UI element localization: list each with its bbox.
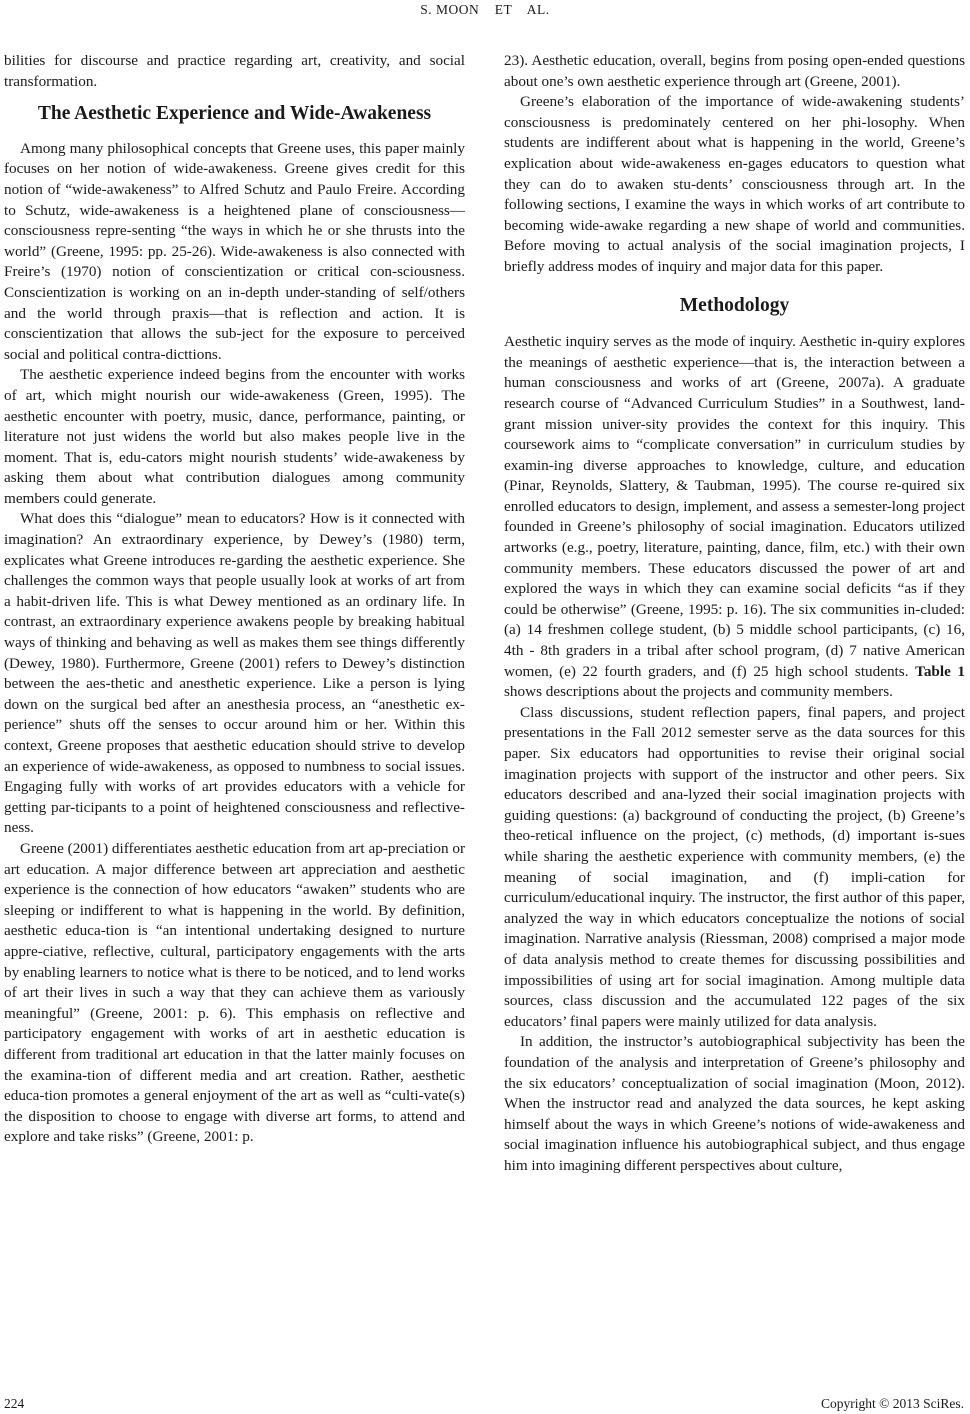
paragraph: bilities for discourse and practice regarding art, creativity, and social transformation. [4, 52, 465, 90]
paragraph: Greene’s elaboration of the importance of wide-awakening students’ consciousness is predominately centered on her phi-losophy. When students are indifferent about what is happening in the world, Greene’s explication about wide-awakeness en-gages educators to question what they can do to awaken stu-dents’ consciousness through art. In the following sections, I examine the ways in which works of art contribute to becoming wide-awake regarding a new shape of world and communities. Before moving to actual analysis of the social imagination projects, I briefly address modes of inquiry and major data for this paper. [504, 93, 965, 275]
paragraph-text: shows descriptions about the projects and community members. [504, 683, 893, 701]
paragraph: What does this “dialogue” mean to educators? How is it connected with imagination? An extraordinary experience, by Dewey’s (1980) term, explicates what Greene introduces re-garding the aesthetic experience. She challenges the common ways that people usually look at works of art from a habit-driven life. This is what Dewey mentioned as an ordinary life. In contrast, an extraordinary experience awakens people by breaking habitual ways of thinking and behaving as well as makes them see things differently (Dewey, 1980). Furthermore, Greene (2001) refers to Dewey’s distinction between the aes-thetic and anesthetic experience. Like a person is lying down on the surgical bed after an anesthesia process, an “anesthetic ex-perience” shuts off the senses to occur around him or her. Within this context, Greene proposes that aesthetic education should strive to develop an experience of wide-awakeness, as opposed to numbness to social issues. Engaging fully with works of art provides educators with a vehicle for getting par-ticipants to a point of heightened consciousness and reflective-ness. [4, 510, 465, 837]
paragraph: 23). Aesthetic education, overall, begins from posing open-ended questions about one’s own aesthetic experience through art (Greene, 2001). [504, 52, 965, 90]
paragraph: In addition, the instructor’s autobiographical subjectivity has been the foundation of the analysis and interpretation of Greene’s philosophy and the six educators’ conceptualization of social imagination (Moon, 2012). When the instructor read and analyzed the data sources, he kept asking himself about the ways in which Greene’s notions of wide-awakeness and social imagination influence his autobiographical subject, and thus engage him into imagining different perspectives about culture, [504, 1033, 965, 1174]
section-heading: Methodology [679, 294, 790, 316]
paragraph: The aesthetic experience indeed begins from the encounter with works of art, which might nourish our wide-awakeness (Green, 1995). The aesthetic encounter with poetry, music, dance, performance, painting, or literature not just widens the world but also makes people live in the moment. That is, edu-cators might nourish students’ wide-awakeness by asking them about what contribution dialogues among community members could generate. [4, 366, 465, 507]
paragraph-text: Aesthetic inquiry serves as the mode of inquiry. Aesthetic in-quiry explores the meanings of aesthetic experience—that is, the interaction between a human consciousness and works of art (Greene, 2007a). A graduate research course of “Advanced Curriculum Studies” in a Southwest, land-grant mission univer-sity provides the context for this inquiry. This coursework aims to “complicate conversation” in curriculum studies by examin-ing diverse approaches to knowledge, culture, and education (Pinar, Reynolds, Slattery, & Taubman, 1995). The course re-quired six enrolled educators to design, implement, and assess a semester-long project founded in Greene’s philosophy of social imagination. Educators utilized artworks (e.g., poetry, literature, painting, dance, film, etc.) with their own community members. These educators discussed the power of art and explored the ways in which they can examine social deficits “as if they could be otherwise” (Greene, 1995: p. 16). The six communities in-cluded: (a) 14 freshmen college student, (b) 5 middle school participants, (c) 16, 4th - 8th graders in a tribal after school program, (d) 7 native American women, (e) 22 fourth graders, and (f) 25 high school students. [504, 333, 965, 680]
copyright-notice: Copyright © 2013 SciRes. [820, 1396, 964, 1411]
paragraph: Greene (2001) differentiates aesthetic education from art ap-preciation or art education. A major difference between art appreciation and aesthetic experience is the connection of how educators “awaken” students who are sleeping or indifferent to what is happening in the world. By definition, aesthetic educa-tion is “an intentional undertaking designed to nurture appre-ciative, reflective, cultural, participatory engagements with the arts by enabling learners to notice what is there to be noticed, and to lend works of art their lives in such a way that they can achieve them as variously meaningful” (Greene, 2001: p. 6). This emphasis on reflective and participatory engagement with works of art in aesthetic education is different from traditional art education in that the latter mainly focuses on the examina-tion of different media and art creation. Rather, aesthetic educa-tion promotes a general enjoyment of the art as well as “culti-vate(s) the disposition to choose to engage with diverse art forms, to attend and explore and take risks” (Greene, 2001: p. [4, 839, 466, 1146]
paragraph: Among many philosophical concepts that Greene uses, this paper mainly focuses on her notion of wide-awakeness. Greene gives credit for this notion of “wide-awakeness” to Alfred Schutz and Paulo Freire. According to Schutz, wide-awakeness is a heightened plane of consciousness—consciousness repre-senting “the ways in which he or she thrusts into the world” (Greene, 1995: pp. 25-26). Wide-awakeness is also connected with Freire’s (1970) notion of conscientization or critical con-sciousness. Conscientization is working on an in-depth under-standing of self/others and the world through praxis—that is reflection and action. It is conscientization that allows the sub-ject for the exposure to perceived social and political contra-dicttions. [4, 139, 465, 363]
table-reference[interactable]: Table 1 [915, 662, 966, 680]
page-number: 224 [4, 1396, 25, 1411]
left-column [4, 51, 465, 1148]
paragraph [504, 332, 965, 703]
running-head: S. MOON ET AL. [420, 2, 550, 17]
section-heading: The Aesthetic Experience and Wide-Awakeness [37, 103, 432, 125]
paragraph: Class discussions, student reflection papers, final papers, and project presentations in the Fall 2012 semester serve as the data sources for this paper. Six educators had opportunities to revise their original social imagination projects with support of the instructor and other peers. Six educators described and ana-lyzed their social imagination projects with guiding questions: (a) background of conducting the project, (b) Greene’s theo-retical influence on the project, (c) methods, (d) important is-sues while sharing the aesthetic experience with community members, (e) the meaning of social imagination, and (f) impli-cation for curriculum/educational inquiry. The instructor, the first author of this paper, analyzed the way in which educators conceptualize the notions of social imagination. Narrative analysis (Riessman, 2008) comprised a major mode of data analysis method to create themes for discussing possibilities and impossibilities of using art for social imagination. Among multiple data sources, class discussion and the accumulated 122 pages of the six educators’ final papers were mainly utilized for data analysis. [504, 703, 965, 1030]
right-column [504, 51, 965, 1176]
